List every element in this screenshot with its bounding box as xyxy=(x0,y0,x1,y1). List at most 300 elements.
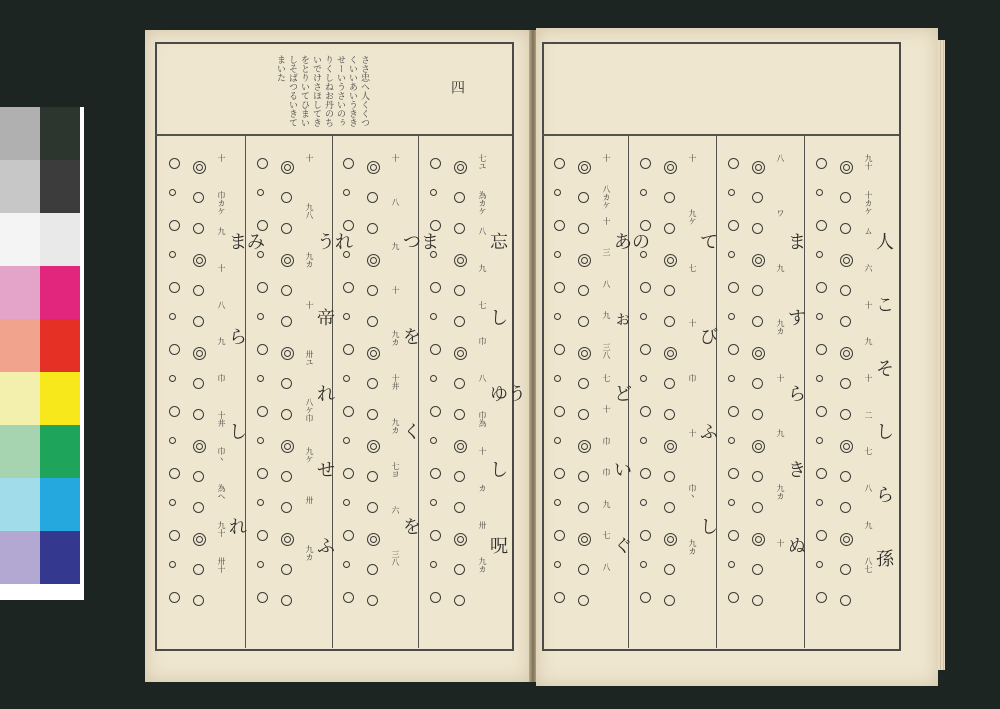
ring-mark xyxy=(257,561,264,568)
fingering-number: 七ユ xyxy=(478,154,487,170)
ring-mark xyxy=(752,409,763,420)
ring-mark xyxy=(193,223,204,234)
lyric-kana: 帝 xyxy=(317,308,335,329)
ring-mark xyxy=(728,375,735,382)
ring-mark xyxy=(578,471,589,482)
fingering-number: 十井 xyxy=(217,410,226,427)
ring-mark xyxy=(728,592,739,603)
right-header-rule xyxy=(542,134,899,136)
ring-mark xyxy=(257,344,268,355)
lyric-kana: し xyxy=(700,517,718,538)
ring-mark xyxy=(752,161,765,174)
ring-mark xyxy=(554,530,565,541)
fingering-number: 九 xyxy=(602,499,611,508)
ring-mark xyxy=(640,344,651,355)
lyric-kana: れ xyxy=(229,517,247,538)
ring-mark xyxy=(640,530,651,541)
ring-mark xyxy=(640,561,647,568)
ring-mark xyxy=(752,471,763,482)
fingering-number: 十 xyxy=(217,154,226,162)
ring-mark xyxy=(554,189,561,196)
ring-mark xyxy=(840,502,851,513)
ring-mark xyxy=(257,313,264,320)
lyric-kana: ふ xyxy=(317,536,335,557)
right-column-rule-2 xyxy=(716,134,717,648)
fingering-number: 九 xyxy=(776,264,785,272)
ring-mark xyxy=(752,378,763,389)
ring-mark xyxy=(728,220,739,231)
ring-mark xyxy=(169,561,176,568)
ring-mark xyxy=(193,471,204,482)
fingering-number: 七 xyxy=(688,264,697,272)
fingering-number: 七 xyxy=(602,374,611,382)
ring-mark xyxy=(840,595,851,606)
ring-mark xyxy=(454,595,465,606)
ring-mark xyxy=(281,409,292,420)
fingering-number: 巾 xyxy=(602,468,611,477)
ring-mark xyxy=(281,440,294,453)
ring-mark xyxy=(281,564,292,575)
fingering-number: 巾 xyxy=(602,436,611,445)
ring-mark xyxy=(816,189,823,196)
fingering-number: 七 xyxy=(602,531,611,540)
ring-mark xyxy=(454,378,465,389)
ring-mark xyxy=(840,409,851,420)
ring-mark xyxy=(816,530,827,541)
lyric-kana: うれ xyxy=(317,232,353,253)
ring-mark xyxy=(578,533,591,546)
ring-mark xyxy=(281,223,292,234)
fingering-number: 九カ xyxy=(776,319,785,335)
fingering-number: 十 xyxy=(217,264,226,272)
fingering-number: 十 xyxy=(602,216,611,225)
ring-mark xyxy=(454,502,465,513)
ring-mark xyxy=(257,592,268,603)
ring-mark xyxy=(640,220,651,231)
ring-mark xyxy=(367,595,378,606)
fingering-number: 八 xyxy=(602,562,611,571)
fingering-number: 九カ xyxy=(478,557,487,574)
ring-mark xyxy=(257,282,268,293)
fingering-number: 十 xyxy=(305,154,314,162)
ring-mark xyxy=(752,347,765,360)
lyric-kana: こ xyxy=(876,295,894,317)
fingering-number: 八 xyxy=(864,484,873,492)
fingering-number: 九ケ xyxy=(688,209,697,225)
fingering-number: 八 xyxy=(391,198,400,206)
fingering-number: 十井 xyxy=(391,374,400,390)
ring-mark xyxy=(193,192,204,203)
ring-mark xyxy=(578,192,589,203)
lyric-kana: そ xyxy=(876,358,894,380)
ring-mark xyxy=(169,282,180,293)
ring-mark xyxy=(640,592,651,603)
ring-mark xyxy=(554,437,561,444)
ring-mark xyxy=(281,347,294,360)
ring-mark xyxy=(728,344,739,355)
color-calibration-card xyxy=(0,107,84,600)
ring-mark xyxy=(367,223,378,234)
fingering-number: 八 xyxy=(217,300,226,309)
ring-mark xyxy=(578,254,591,267)
ring-mark xyxy=(554,282,565,293)
fingering-number: 十 xyxy=(602,154,611,162)
fingering-number: 為カケ xyxy=(478,190,487,215)
ring-mark xyxy=(343,158,354,169)
ring-mark xyxy=(640,251,647,258)
ring-mark xyxy=(640,375,647,382)
ring-mark xyxy=(343,406,354,417)
fingering-number: 三 xyxy=(602,248,611,257)
lyric-kana: し xyxy=(490,308,508,329)
ring-mark xyxy=(257,406,268,417)
ring-mark xyxy=(816,592,827,603)
ring-mark xyxy=(816,344,827,355)
fingering-number: 巾 xyxy=(478,337,487,346)
ring-mark xyxy=(728,468,739,479)
lyric-kana: 孫 xyxy=(876,548,894,570)
ring-mark xyxy=(430,375,437,382)
fingering-number: 八ケ巾 xyxy=(305,398,314,423)
ring-mark xyxy=(367,471,378,482)
fingering-number: 八 xyxy=(602,279,611,288)
fingering-number: 巾為 xyxy=(478,410,487,427)
fingering-number: 二 xyxy=(864,410,873,419)
ring-mark xyxy=(816,282,827,293)
ring-mark xyxy=(430,313,437,320)
ring-mark xyxy=(430,282,441,293)
ring-mark xyxy=(343,437,350,444)
ring-mark xyxy=(578,378,589,389)
note-line: いきてまいた xyxy=(275,55,297,127)
ring-mark xyxy=(193,378,204,389)
ring-mark xyxy=(640,499,647,506)
ring-mark xyxy=(640,468,651,479)
ring-mark xyxy=(257,220,268,231)
ring-mark xyxy=(454,409,465,420)
ring-mark xyxy=(664,533,677,546)
ring-mark xyxy=(454,471,465,482)
ring-mark xyxy=(554,406,565,417)
fingering-number: 卅十 xyxy=(217,557,226,574)
ring-mark xyxy=(578,409,589,420)
ring-mark xyxy=(816,561,823,568)
ring-mark xyxy=(840,378,851,389)
ring-mark xyxy=(367,564,378,575)
fingering-number: 卅ユ xyxy=(305,349,314,366)
ring-mark xyxy=(840,471,851,482)
ring-mark xyxy=(367,533,380,546)
ring-mark xyxy=(169,468,180,479)
ring-mark xyxy=(343,220,354,231)
ring-mark xyxy=(728,158,739,169)
ring-mark xyxy=(454,254,467,267)
fingering-number: 十 xyxy=(391,286,400,294)
fingering-number: 十カケ xyxy=(864,190,873,215)
fingering-number: 八カケ xyxy=(602,185,611,210)
ring-mark xyxy=(343,344,354,355)
fingering-number: 三八 xyxy=(391,550,400,566)
ring-mark xyxy=(840,564,851,575)
ring-mark xyxy=(554,313,561,320)
ring-mark xyxy=(840,223,851,234)
lyric-kana: ら xyxy=(876,485,894,507)
lyric-kana: き xyxy=(788,460,806,481)
ring-mark xyxy=(664,471,675,482)
ring-mark xyxy=(169,313,176,320)
note-line: ちいでけさほし xyxy=(311,55,333,127)
ring-mark xyxy=(640,158,651,169)
ring-mark xyxy=(728,437,735,444)
lyric-kana: を xyxy=(403,517,421,538)
fingering-number: 十 xyxy=(688,154,697,162)
ring-mark xyxy=(454,533,467,546)
lyric-kana: ら xyxy=(229,327,247,348)
ring-mark xyxy=(343,282,354,293)
ring-mark xyxy=(193,409,204,420)
fingering-number: 八七 xyxy=(864,557,873,574)
ring-mark xyxy=(257,468,268,479)
fingering-number: 十 xyxy=(688,319,697,327)
lyric-kana: ら xyxy=(788,384,806,405)
fingering-number: 巾ヽ xyxy=(217,447,226,464)
note-line: せーいうさいの xyxy=(335,55,345,118)
ring-mark xyxy=(343,530,354,541)
ring-mark xyxy=(257,437,264,444)
ring-mark xyxy=(640,406,651,417)
left-column-rule-1 xyxy=(245,134,246,648)
ring-mark xyxy=(578,223,589,234)
ring-mark xyxy=(454,223,465,234)
lyric-kana: し xyxy=(229,422,247,443)
fingering-number: 九 xyxy=(478,264,487,272)
ring-mark xyxy=(343,592,354,603)
lyric-kana: ぬ xyxy=(788,536,806,557)
ring-mark xyxy=(430,189,437,196)
fingering-number: 九カ xyxy=(305,545,314,562)
note-line: つくいいあいうきき xyxy=(347,55,369,127)
ring-mark xyxy=(193,347,206,360)
fingering-number: 十 xyxy=(776,539,785,547)
handwritten-note xyxy=(260,55,370,130)
ring-mark xyxy=(367,161,380,174)
ring-mark xyxy=(367,378,378,389)
ring-mark xyxy=(554,499,561,506)
ring-mark xyxy=(257,189,264,196)
lyric-kana: 呪 xyxy=(490,536,508,557)
ring-mark xyxy=(554,158,565,169)
fingering-number: 九 xyxy=(864,337,873,346)
fingering-number: 八 xyxy=(478,374,487,382)
ring-mark xyxy=(664,564,675,575)
ring-mark xyxy=(281,254,294,267)
ring-mark xyxy=(169,375,176,382)
ring-mark xyxy=(281,192,292,203)
fingering-number: 六 xyxy=(864,264,873,272)
fingering-number: 九十 xyxy=(217,520,226,537)
ring-mark xyxy=(169,251,176,258)
lyric-kana: ぉ xyxy=(614,308,632,329)
ring-mark xyxy=(430,592,441,603)
ring-mark xyxy=(664,254,677,267)
fingering-number: 巾 xyxy=(217,374,226,382)
ring-mark xyxy=(664,347,677,360)
ring-mark xyxy=(578,161,591,174)
ring-mark xyxy=(578,440,591,453)
ring-mark xyxy=(840,440,853,453)
ring-mark xyxy=(752,564,763,575)
ring-mark xyxy=(343,313,350,320)
fingering-number: 十 xyxy=(776,374,785,382)
ring-mark xyxy=(281,161,294,174)
ring-mark xyxy=(728,282,739,293)
ring-mark xyxy=(430,220,441,231)
lyric-kana: ど xyxy=(614,384,632,405)
ring-mark xyxy=(454,564,465,575)
lyric-kana: ゆう xyxy=(490,384,526,405)
ring-mark xyxy=(454,316,465,327)
ring-mark xyxy=(343,189,350,196)
ring-mark xyxy=(169,158,180,169)
ring-mark xyxy=(430,499,437,506)
ring-mark xyxy=(816,251,823,258)
ring-mark xyxy=(430,437,437,444)
ring-mark xyxy=(640,313,647,320)
ring-mark xyxy=(281,285,292,296)
ring-mark xyxy=(840,347,853,360)
fingering-number: 九ケ xyxy=(305,447,314,464)
fingering-number: 九 xyxy=(391,242,400,250)
ring-mark xyxy=(752,285,763,296)
ring-mark xyxy=(578,347,591,360)
ring-mark xyxy=(816,313,823,320)
ring-mark xyxy=(640,189,647,196)
ring-mark xyxy=(367,347,380,360)
ring-mark xyxy=(193,161,206,174)
ring-mark xyxy=(816,468,827,479)
ring-mark xyxy=(454,347,467,360)
ring-mark xyxy=(640,437,647,444)
lyric-kana: て xyxy=(700,232,718,253)
fingering-number: 巾ヽ xyxy=(688,484,697,500)
ring-mark xyxy=(816,406,827,417)
ring-mark xyxy=(193,254,206,267)
fingering-number: 九カ xyxy=(776,484,785,500)
ring-mark xyxy=(728,406,739,417)
lyric-kana: い xyxy=(614,460,632,481)
fingering-number: 卅 xyxy=(305,496,314,505)
fingering-number: 九八 xyxy=(305,202,314,219)
ring-mark xyxy=(728,499,735,506)
fingering-number: 九カ xyxy=(391,418,400,434)
ring-mark xyxy=(281,471,292,482)
ring-mark xyxy=(454,192,465,203)
fingering-number: カ xyxy=(478,484,487,492)
ring-mark xyxy=(728,251,735,258)
ring-mark xyxy=(454,440,467,453)
ring-mark xyxy=(664,285,675,296)
ring-mark xyxy=(343,251,350,258)
lyric-kana: れ xyxy=(317,384,335,405)
fingering-number: 十 xyxy=(391,154,400,162)
ring-mark xyxy=(640,282,651,293)
ring-mark xyxy=(193,564,204,575)
ring-mark xyxy=(430,561,437,568)
ring-mark xyxy=(169,530,180,541)
ring-mark xyxy=(554,251,561,258)
ring-mark xyxy=(257,158,268,169)
ring-mark xyxy=(578,502,589,513)
ring-mark xyxy=(664,502,675,513)
ring-mark xyxy=(169,499,176,506)
ring-mark xyxy=(554,561,561,568)
ring-mark xyxy=(343,375,350,382)
ring-mark xyxy=(193,316,204,327)
fingering-number: 七 xyxy=(478,300,487,309)
ring-mark xyxy=(578,285,589,296)
ring-mark xyxy=(840,254,853,267)
ring-mark xyxy=(367,409,378,420)
ring-mark xyxy=(664,192,675,203)
ring-mark xyxy=(752,595,763,606)
fingering-number: 七 xyxy=(864,447,873,456)
lyric-kana: び xyxy=(700,327,718,348)
ring-mark xyxy=(169,189,176,196)
ring-mark xyxy=(752,223,763,234)
ring-mark xyxy=(430,344,441,355)
ring-mark xyxy=(664,595,675,606)
ring-mark xyxy=(169,344,180,355)
lyric-kana: を xyxy=(403,327,421,348)
ring-mark xyxy=(454,285,465,296)
ring-mark xyxy=(752,316,763,327)
fingering-number: 九カ xyxy=(688,539,697,555)
ring-mark xyxy=(257,530,268,541)
ring-mark xyxy=(816,437,823,444)
ring-mark xyxy=(840,533,853,546)
ring-mark xyxy=(554,375,561,382)
ring-mark xyxy=(257,499,264,506)
fingering-number: 十 xyxy=(864,300,873,309)
ring-mark xyxy=(664,378,675,389)
ring-mark xyxy=(193,595,204,606)
ring-mark xyxy=(169,220,180,231)
ring-mark xyxy=(840,161,853,174)
ring-mark xyxy=(281,316,292,327)
lyric-kana: す xyxy=(788,308,806,329)
fingering-number: 十 xyxy=(478,447,487,456)
ring-mark xyxy=(840,285,851,296)
ring-mark xyxy=(664,316,675,327)
ring-mark xyxy=(367,285,378,296)
fingering-number: 九カ xyxy=(391,330,400,346)
ring-mark xyxy=(367,192,378,203)
fingering-number: 六 xyxy=(391,506,400,514)
ring-mark xyxy=(554,220,565,231)
left-page xyxy=(145,30,530,682)
left-folio: 四 xyxy=(449,80,465,94)
fingering-number: 九 xyxy=(217,337,226,346)
fingering-number: ム xyxy=(864,227,873,236)
ring-mark xyxy=(281,378,292,389)
fingering-number: 九 xyxy=(217,227,226,236)
note-line: ぅりくしねお丹の xyxy=(323,55,345,127)
fingering-number: ワ xyxy=(776,209,785,217)
ring-mark xyxy=(193,285,204,296)
ring-mark xyxy=(367,254,380,267)
ring-mark xyxy=(664,223,675,234)
ring-mark xyxy=(257,375,264,382)
